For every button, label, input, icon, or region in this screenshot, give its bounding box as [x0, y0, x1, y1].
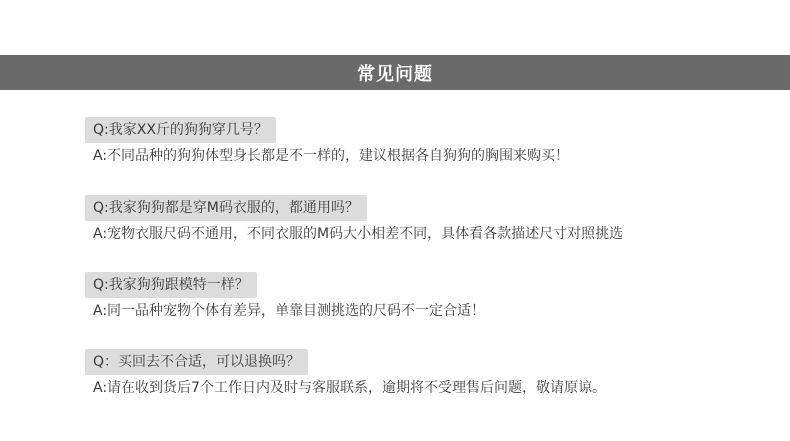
- faq-header-title: 常见问题: [357, 63, 433, 85]
- faq-item: [85, 272, 770, 321]
- faq-item: [85, 195, 770, 244]
- faq-item: [85, 117, 770, 166]
- faq-answer: A:宠物衣服尺码不通用，不同衣服的M码大小相差不同，具体看各款描述尺寸对照挑选: [93, 226, 624, 242]
- faq-header-banner: [0, 55, 790, 90]
- faq-answer: A:不同品种的狗狗体型身长都是不一样的，建议根据各自狗狗的胸围来购买！: [93, 148, 570, 164]
- faq-answer: A:同一品种宠物个体有差异，单靠目测挑选的尺码不一定合适！: [93, 303, 486, 319]
- faq-question: Q:我家狗狗跟模特一样？: [85, 272, 257, 298]
- faq-question: Q：买回去不合适，可以退换吗？: [85, 349, 308, 375]
- faq-item: [85, 349, 770, 398]
- faq-question: Q:我家狗狗都是穿M码衣服的，都通用吗？: [85, 195, 367, 221]
- faq-answer: A:请在收到货后7个工作日内及时与客服联系，逾期将不受理售后问题，敬请原谅。: [93, 380, 606, 396]
- faq-question: Q:我家XX斤的狗狗穿几号？: [85, 117, 276, 143]
